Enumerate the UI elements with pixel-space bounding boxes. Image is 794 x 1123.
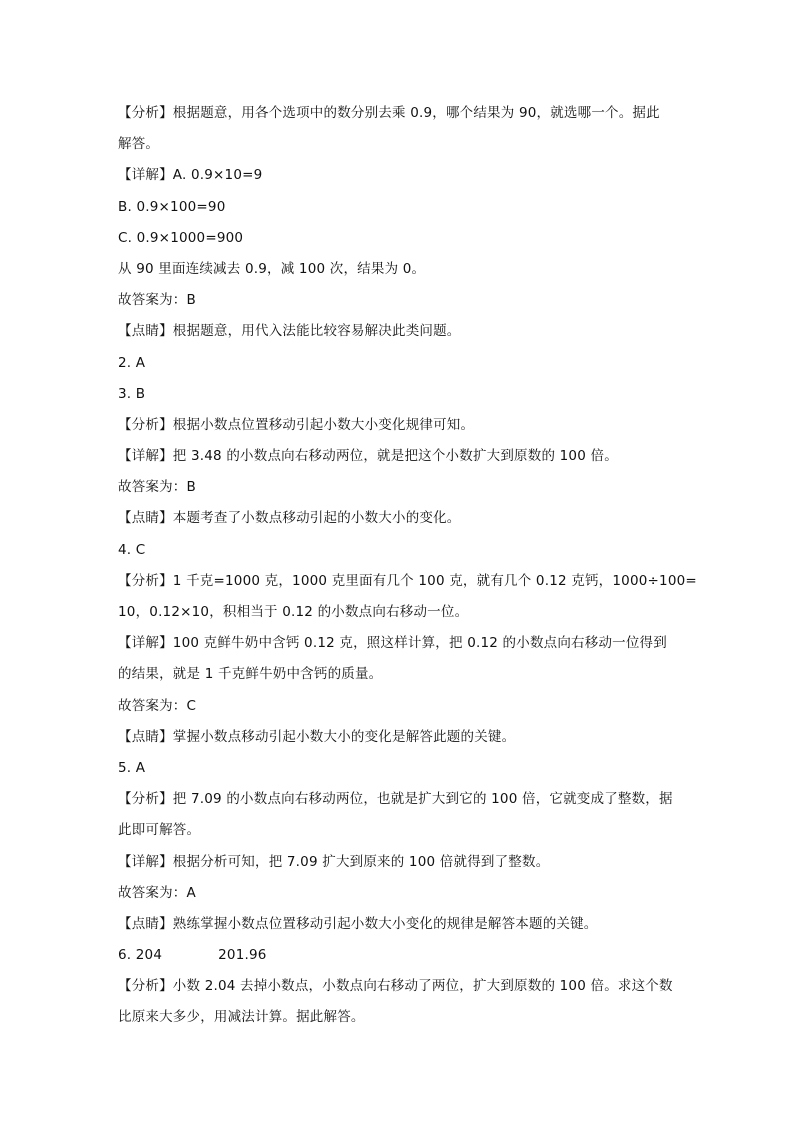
question-number: 2. A (118, 354, 146, 371)
text-line: 【分析】根据小数点位置移动引起小数大小变化规律可知。 (118, 416, 475, 433)
text-line: 【详解】根据分析可知，把 7.09 扩大到原来的 100 倍就得到了整数。 (118, 853, 550, 870)
text-line: 【分析】小数 2.04 去掉小数点，小数点向右移动了两位，扩大到原数的 100 倍。求这个数 (118, 978, 673, 995)
question-number: 5. A (118, 759, 146, 776)
text-line: 故答案为：A (118, 884, 196, 901)
text-line: 【点睛】本题考查了小数点移动引起的小数大小的变化。 (118, 510, 461, 527)
text-line: 解答。 (118, 136, 160, 153)
text-line: 比原来大多少，用减法计算。据此解答。 (118, 1009, 365, 1026)
text-line: 【点睛】根据题意，用代入法能比较容易解决此类问题。 (118, 323, 461, 340)
text-line: 【详解】100 克鲜牛奶中含钙 0.12 克，照这样计算，把 0.12 的小数点向右移动一位得到 (118, 635, 667, 652)
text-line: 10，0.12×10，积相当于 0.12 的小数点向右移动一位。 (118, 604, 469, 620)
question-number: 4. C (118, 541, 146, 558)
text-line: 从 90 里面连续减去 0.9，减 100 次，结果为 0。 (118, 260, 426, 277)
question-6-answers (118, 940, 684, 971)
text-line: C. 0.9×1000=900 (118, 229, 244, 246)
text-line: 【分析】1 千克=1000 克，1000 克里面有几个 100 克，就有几个 0.12 克钙，1000÷100= (118, 572, 697, 589)
text-line: 【分析】把 7.09 的小数点向右移动两位，也就是扩大到它的 100 倍，它就变成了整数，据 (118, 791, 673, 808)
text-line: 此即可解答。 (118, 822, 201, 839)
text-line: 故答案为：B (118, 479, 196, 496)
question-6-first-answer: 6. 204 (118, 947, 163, 964)
text-line: 【点睛】掌握小数点移动引起小数大小的变化是解答此题的关键。 (118, 728, 516, 745)
text-line: 【详解】A. 0.9×10=9 (118, 167, 263, 184)
text-line: 故答案为：B (118, 292, 196, 309)
text-line: 【分析】根据题意，用各个选项中的数分别去乘 0.9，哪个结果为 90，就选哪一个。据此 (118, 105, 660, 121)
answer-explanations (118, 98, 697, 1034)
text-line: 故答案为：C (118, 697, 197, 714)
text-line: 【详解】把 3.48 的小数点向右移动两位，就是把这个小数扩大到原数的 100 倍。 (118, 448, 618, 465)
question-number: 3. B (118, 385, 146, 402)
text-line: B. 0.9×100=90 (118, 198, 226, 215)
text-line: 【点睛】熟练掌握小数点位置移动引起小数大小变化的规律是解答本题的关键。 (118, 915, 598, 932)
text-line: 的结果，就是 1 千克鲜牛奶中含钙的质量。 (118, 666, 383, 683)
question-6-second-answer: 201.96 (218, 947, 267, 964)
